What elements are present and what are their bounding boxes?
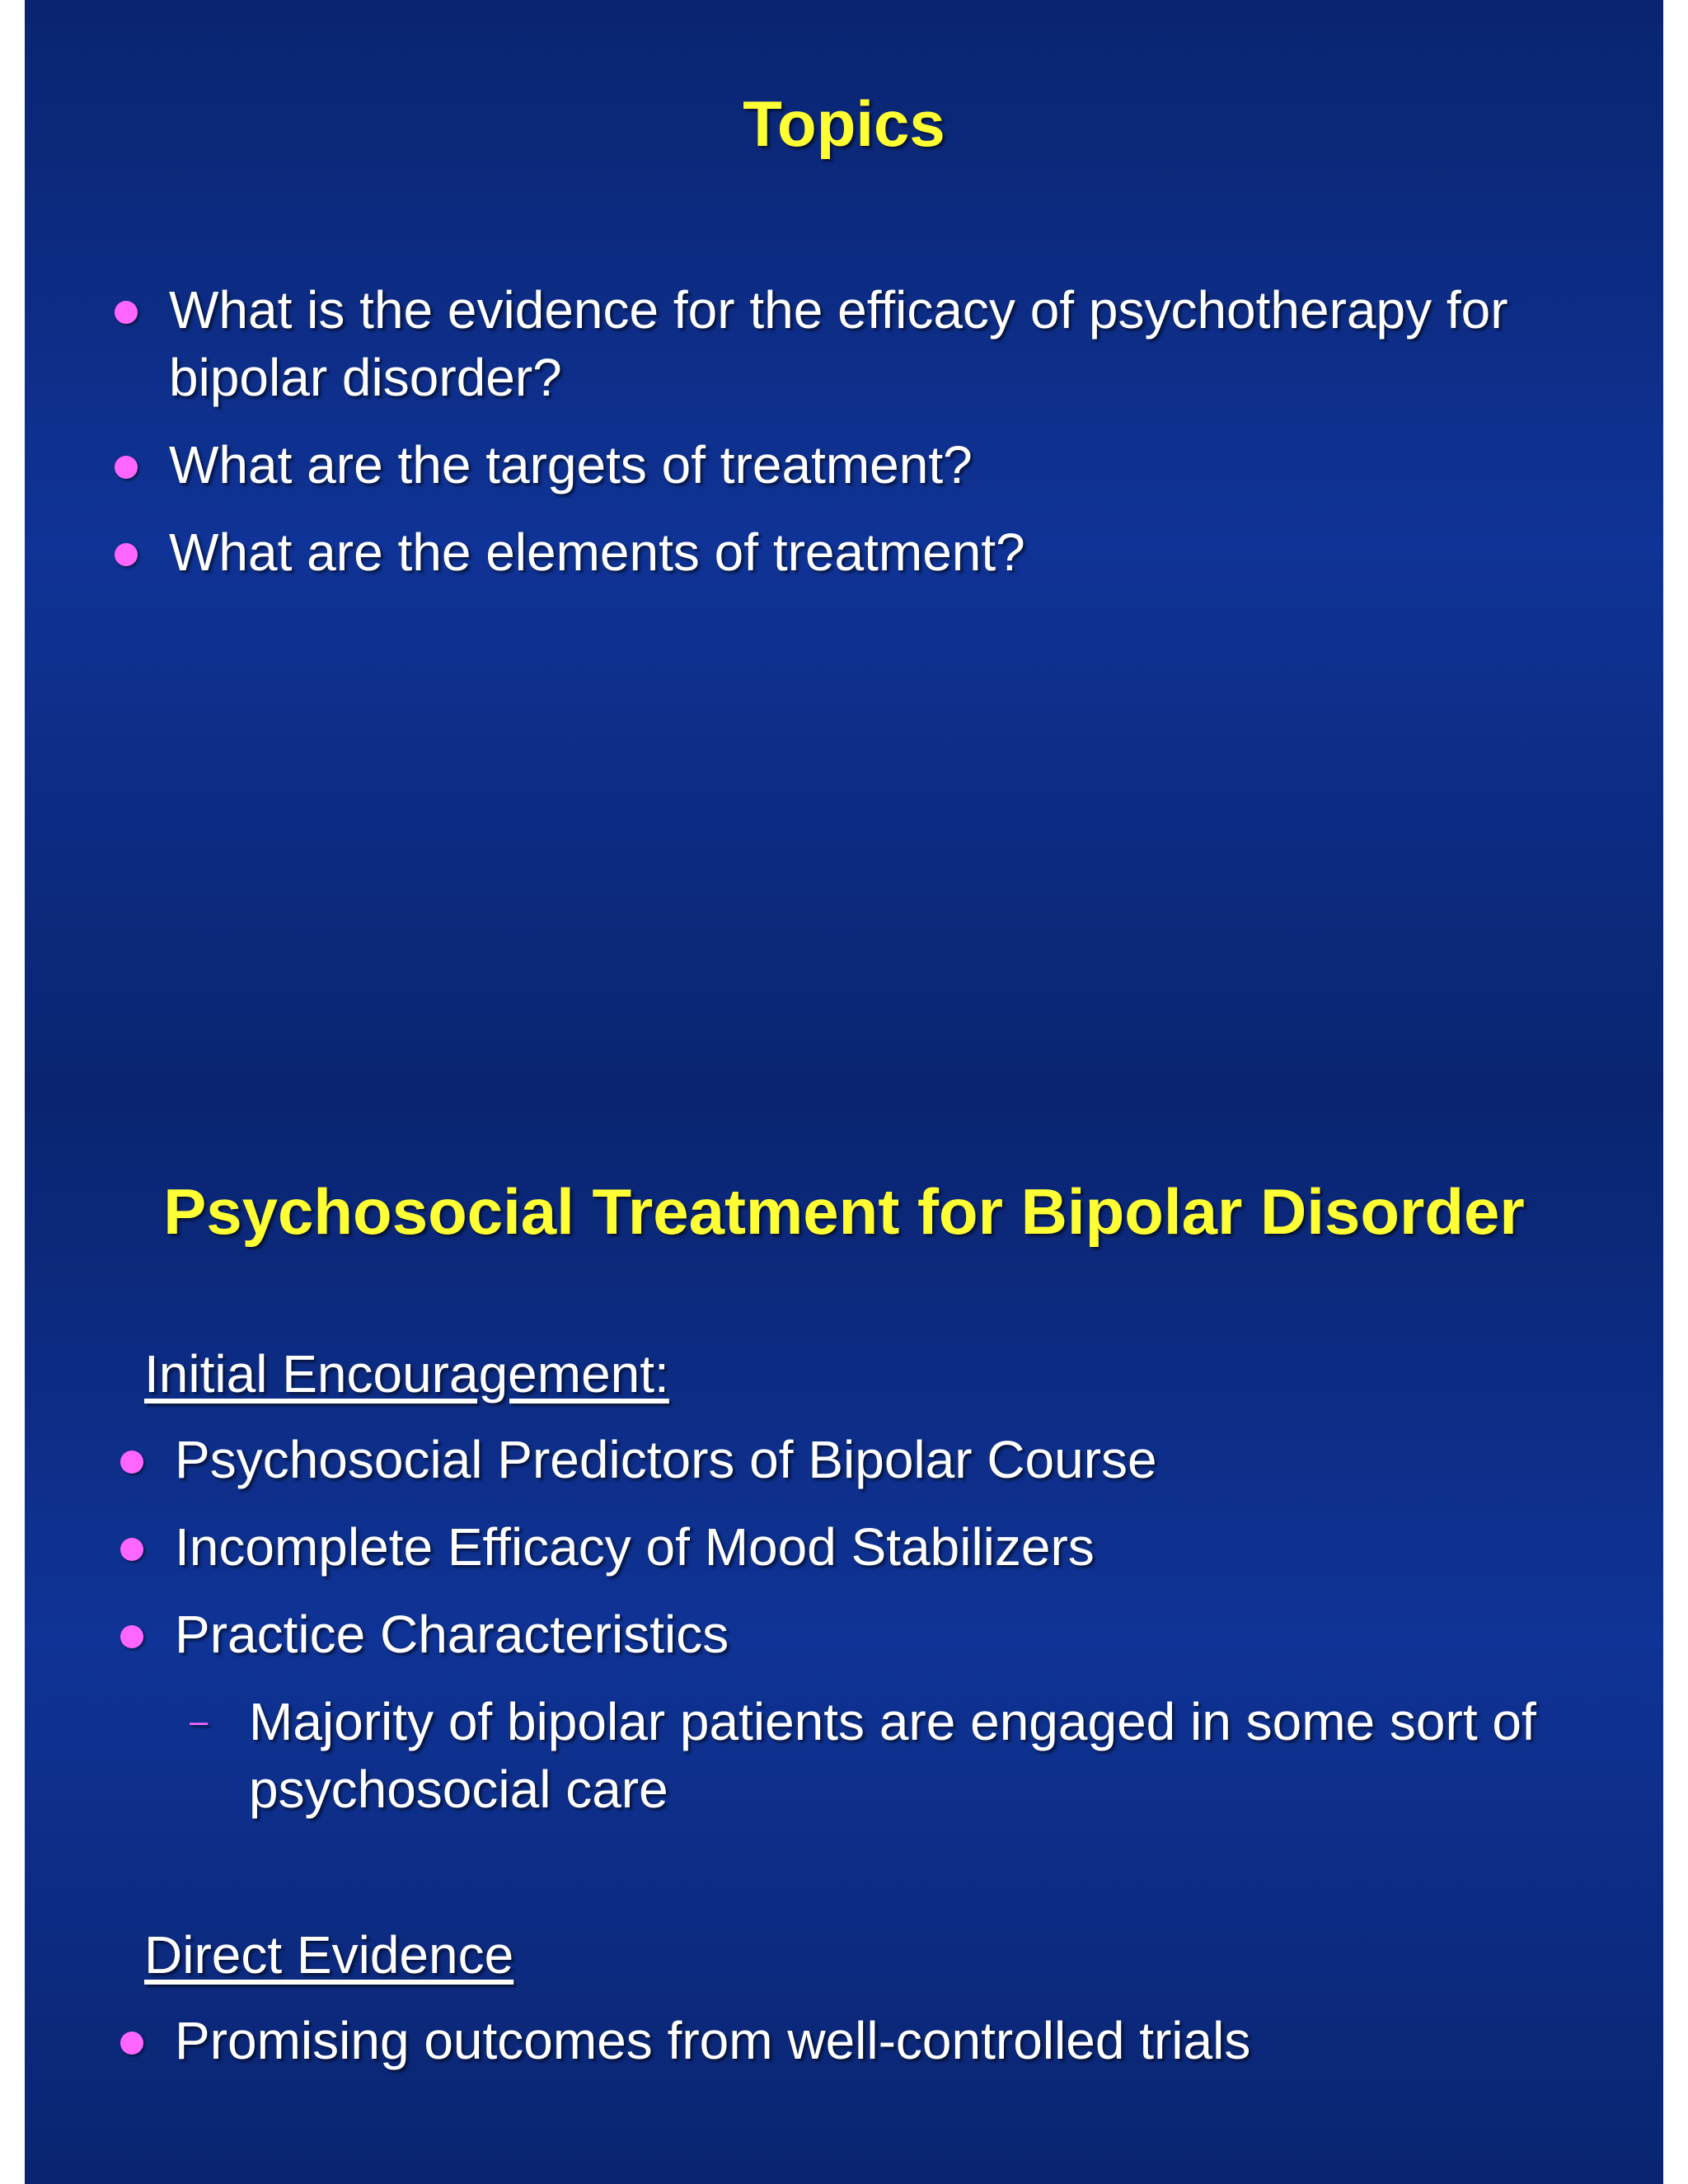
list-item-text: Promising outcomes from well-controlled trials bbox=[175, 2011, 1251, 2070]
slide-title: Psychosocial Treatment for Bipolar Disorder bbox=[163, 1175, 1525, 1248]
list-item bbox=[111, 431, 1611, 499]
list-item-text: Practice Characteristics bbox=[175, 1605, 729, 1664]
dash-icon: – bbox=[190, 1704, 209, 1740]
slide-title: Topics bbox=[743, 87, 945, 160]
list-item bbox=[117, 1513, 1617, 1581]
evidence-list bbox=[117, 2007, 1617, 2094]
list-item bbox=[117, 1601, 1617, 1668]
list-item-text: Psychosocial Predictors of Bipolar Course bbox=[175, 1430, 1157, 1489]
section-heading-initial: Initial Encouragement: bbox=[144, 1344, 669, 1404]
sub-list-item-text: Majority of bipolar patients are engaged in some sort of psychosocial care bbox=[249, 1692, 1536, 1819]
topic-list bbox=[111, 276, 1611, 606]
bullet-dot-icon bbox=[120, 1625, 143, 1648]
list-item bbox=[111, 518, 1611, 586]
bullet-dot-icon bbox=[120, 2032, 143, 2055]
list-item-text: What is the evidence for the efficacy of psychotherapy for bipolar disorder? bbox=[169, 280, 1508, 407]
encouragement-list bbox=[117, 1426, 1617, 1823]
bullet-dot-icon bbox=[115, 301, 138, 324]
list-item bbox=[111, 276, 1611, 411]
section-heading-direct: Direct Evidence bbox=[144, 1925, 514, 1985]
bullet-dot-icon bbox=[115, 456, 138, 479]
list-item-text: What are the targets of treatment? bbox=[169, 435, 973, 494]
slide-psychosocial-treatment bbox=[25, 1092, 1663, 2184]
bullet-dot-icon bbox=[115, 543, 138, 566]
list-item-text: What are the elements of treatment? bbox=[169, 523, 1025, 582]
bullet-dot-icon bbox=[120, 1451, 143, 1474]
list-item bbox=[117, 1426, 1617, 1493]
sub-list-item bbox=[117, 1688, 1617, 1823]
list-item bbox=[117, 2007, 1617, 2074]
bullet-dot-icon bbox=[120, 1538, 143, 1561]
list-item-text: Incomplete Efficacy of Mood Stabilizers bbox=[175, 1517, 1095, 1577]
slide-topics bbox=[25, 0, 1663, 1092]
